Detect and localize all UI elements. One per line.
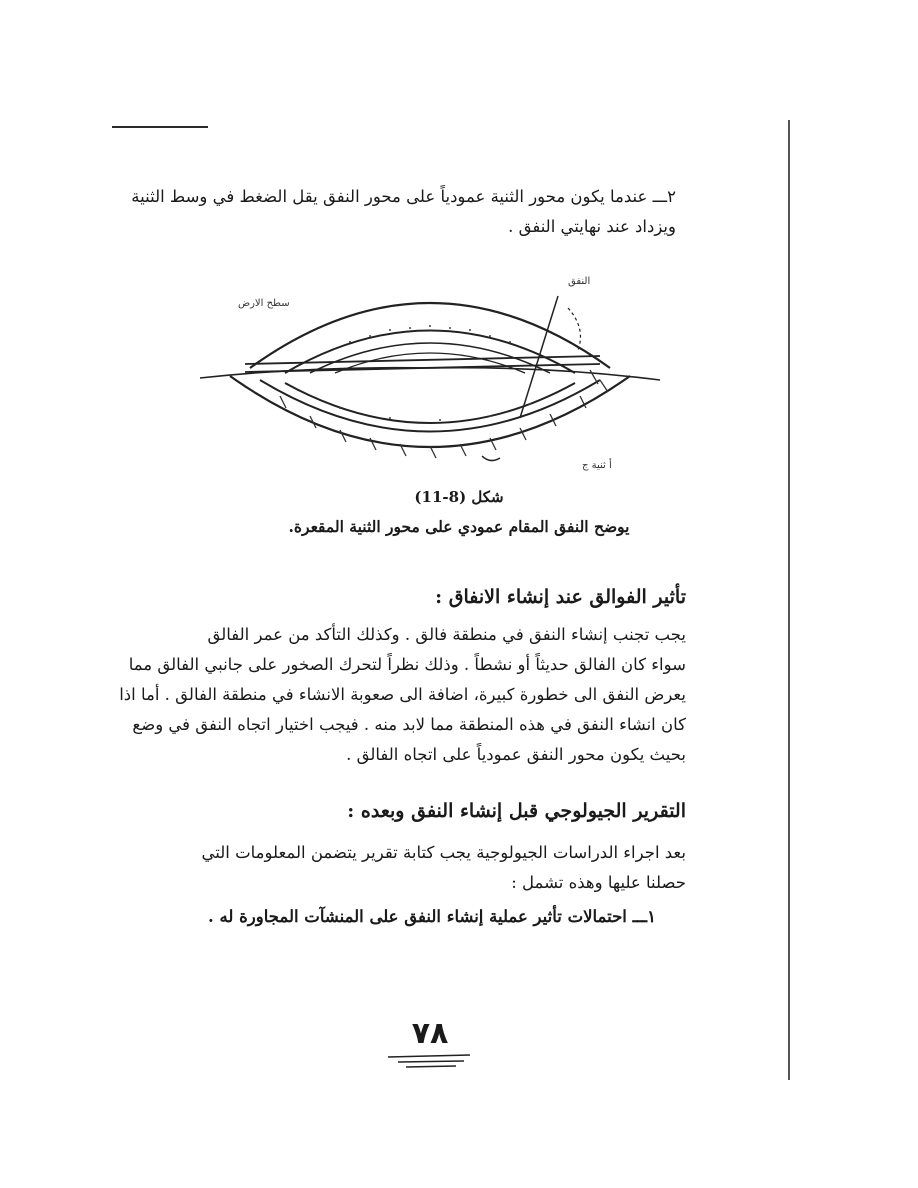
- figure-fold-tunnel: [190, 268, 670, 480]
- label-tunnel: النفق: [568, 276, 591, 287]
- fold-diagram: [190, 268, 670, 480]
- page-number-underline: [380, 1051, 480, 1071]
- section-2-line-2: حصلنا عليها وهذه تشمل :: [511, 873, 686, 892]
- item-2-line-2: ويزداد عند نهايتي النفق .: [508, 217, 676, 236]
- section-2-line-1: بعد اجراء الدراسات الجيولوجية يجب كتابة تقرير يتضمن المعلومات التي: [201, 843, 686, 862]
- scan-mark-top-left: [112, 126, 208, 128]
- section-1-line-5: بحيث يكون محور النفق عمودياً على اتجاه الفالق .: [346, 745, 686, 764]
- section-2-item-1: ١ـــ احتمالات تأثير عملية إنشاء النفق على المنشآت المجاورة له .: [208, 907, 656, 926]
- section-1-line-4: كان انشاء النفق في هذه المنطقة مما لابد منه . فيجب اختيار اتجاه النفق في وضع: [132, 715, 686, 734]
- page-number-text: ٧٨: [411, 1016, 449, 1051]
- section-1-line-1: يجب تجنب إنشاء النفق في منطقة فالق . وكذلك التأكد من عمر الفالق: [207, 625, 686, 644]
- scan-mark-right-edge: [788, 120, 790, 1080]
- section-1-line-3: يعرض النفق الى خطورة كبيرة، اضافة الى صعوبة الانشاء في منطقة الفالق . أما اذا: [119, 685, 686, 704]
- section-1-line-2: سواء كان الفالق حديثاً أو نشطاً . وذلك نظراً لتحرك الصخور على جانبي الفالق مما: [128, 655, 686, 674]
- page-number: [380, 1016, 480, 1071]
- figure-number: شكل (8-11): [414, 488, 504, 506]
- item-2-line-1: ٢ـــ عندما يكون محور الثنية عمودياً على محور النفق يقل الضغط في وسط الثنية: [131, 187, 676, 206]
- figure-caption: يوضح النفق المقام عمودي على محور الثنية المقعرة.: [288, 517, 630, 536]
- section-heading-geological-report: التقرير الجيولوجي قبل إنشاء النفق وبعده :: [347, 800, 686, 822]
- section-heading-faults: تأثير الفوالق عند إنشاء الانفاق :: [435, 586, 686, 608]
- label-fold: أ ثنية ج: [582, 460, 612, 471]
- label-ground-surface: سطح الارض: [238, 298, 290, 309]
